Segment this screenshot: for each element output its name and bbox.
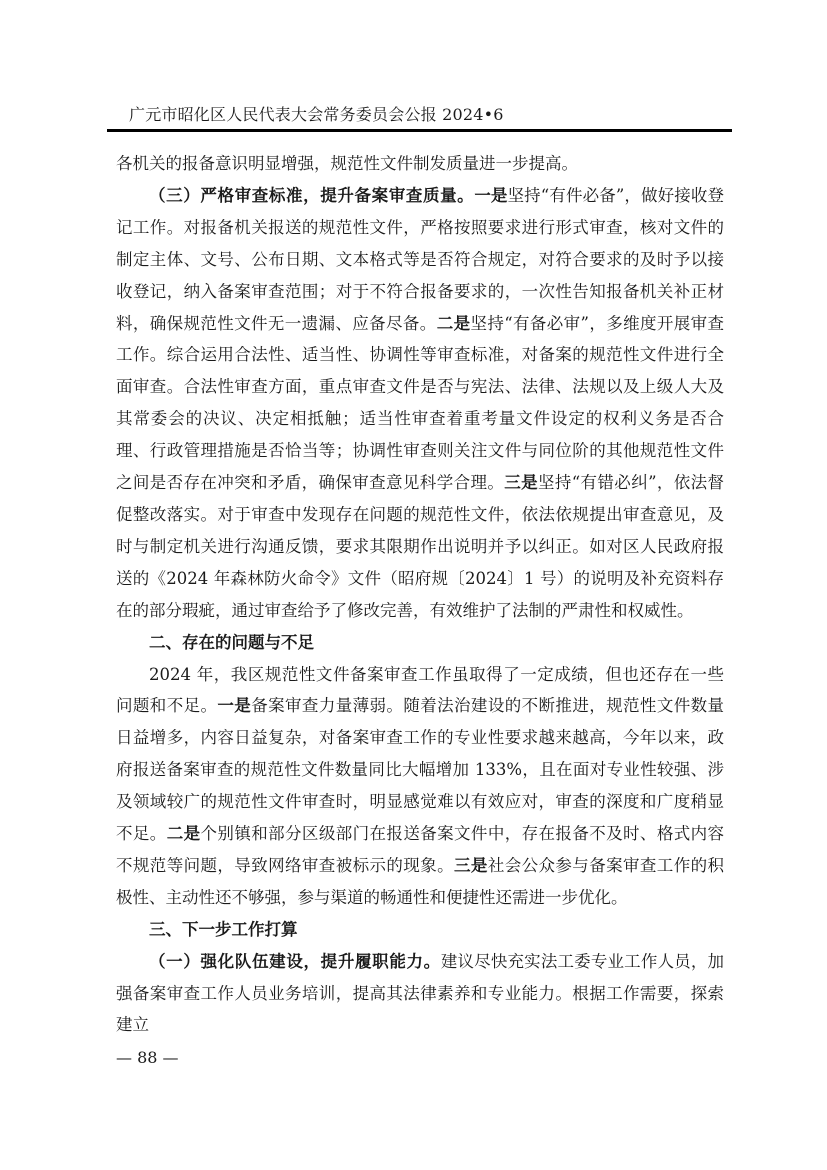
paragraph-3 bbox=[116, 659, 724, 914]
paragraph-2 bbox=[116, 180, 724, 627]
point-text: 坚持“有件必备”，做好接收登记工作。对报备机关报送的规范性文件，严格按照要求进行形式审查，核对文件的制定主体、文号、公布日期、文本格式等是否符合规定，对符合要求的及时予以接收登记，纳入备案审查范围；对于不符合报备要求的，一次性告知报备机关补正材料，确保规范性文件无一遗漏、应备尽备。 bbox=[116, 185, 725, 333]
point-label: 二是 bbox=[166, 824, 201, 844]
point-text: 坚持“有备必审”，多维度开展审查工作。综合运用合法性、适当性、协调性等审查标准，对备案的规范性文件进行全面审查。合法性审查方面，重点审查文件是否与宪法、法律、法规以及上级人大及其常委会的决议、决定相抵触；适当性审查着重考量文件设定的权利义务是否合理、行政管理措施是否恰当等；协调性审查则关注文件与同位阶的其他规范性文件之间是否存在冲突和矛盾，确保审查意见科学合理。 bbox=[116, 313, 725, 493]
document-body bbox=[116, 148, 724, 1041]
header-title: 广元市昭化区人民代表大会常务委员会公报 2024•6 bbox=[129, 105, 504, 124]
point-text: 个别镇和部分区级部门在报送备案文件中，存在报备不及时、格式内容不规范等问题，导致网络审查被标示的现象。 bbox=[116, 824, 725, 875]
point-text: 坚持“有错必纠”，依法督促整改落实。对于审查中发现存在问题的规范性文件，依法依规提出审查意见，及时与制定机关进行沟通反馈，要求其限期作出说明并予以纠正。如对区人民政府报送的《2024 年森林防火命令》文件（昭府规〔2024〕1 号）的说明及补充资料存在的部分瑕疵，通过审查给予了修改完善，有效维护了法制的严肃性和权威性。 bbox=[116, 473, 725, 620]
paragraph-1 bbox=[116, 148, 724, 180]
point-label: 三是 bbox=[504, 473, 538, 493]
point-label: 三是 bbox=[454, 855, 488, 875]
paragraph-4 bbox=[116, 946, 724, 1042]
paragraph-4-text: 建议尽快充实法工委专业工作人员，加强备案审查工作人员业务培训，提高其法律素养和专业能力。根据工作需要，探索建立 bbox=[116, 951, 725, 1035]
point-text: 备案审查力量薄弱。随着法治建设的不断推进，规范性文件数量日益增多，内容日益复杂，对备案审查工作的专业性要求越来越高，今年以来，政府报送备案审查的规范性文件数量同比大幅增加 133%，且在面对专业性较强、涉及领域较广的规范性文件审查时，明显感觉难以有效应对，审查的深度和广度稍显不足。 bbox=[116, 696, 725, 844]
section-heading-2: 二、存在的问题与不足 bbox=[149, 632, 314, 652]
section-subheading: （三）严格审查标准，提升备案审查质量。 bbox=[149, 185, 475, 205]
point-label: 二是 bbox=[436, 313, 471, 333]
page-number: — 88 — bbox=[116, 1048, 179, 1067]
paragraph-1-text: 各机关的报备意识明显增强，规范性文件制发质量进一步提高。 bbox=[116, 154, 578, 173]
section-heading-3: 三、下一步工作打算 bbox=[149, 919, 298, 939]
header-rule bbox=[107, 129, 732, 132]
point-label: 一是 bbox=[217, 696, 252, 716]
point-label: 一是 bbox=[474, 185, 508, 205]
point-text: 社会公众参与备案审查工作的积极性、主动性还不够强，参与渠道的畅通性和便捷性还需进一步优化。 bbox=[116, 855, 725, 907]
paragraph-3-intro: 2024 年，我区规范性文件备案审查工作虽取得了一定成绩，但也还存在一些问题和不足。 bbox=[116, 664, 724, 716]
page-header bbox=[107, 104, 732, 132]
section-subheading: （一）强化队伍建设，提升履职能力。 bbox=[149, 951, 441, 971]
